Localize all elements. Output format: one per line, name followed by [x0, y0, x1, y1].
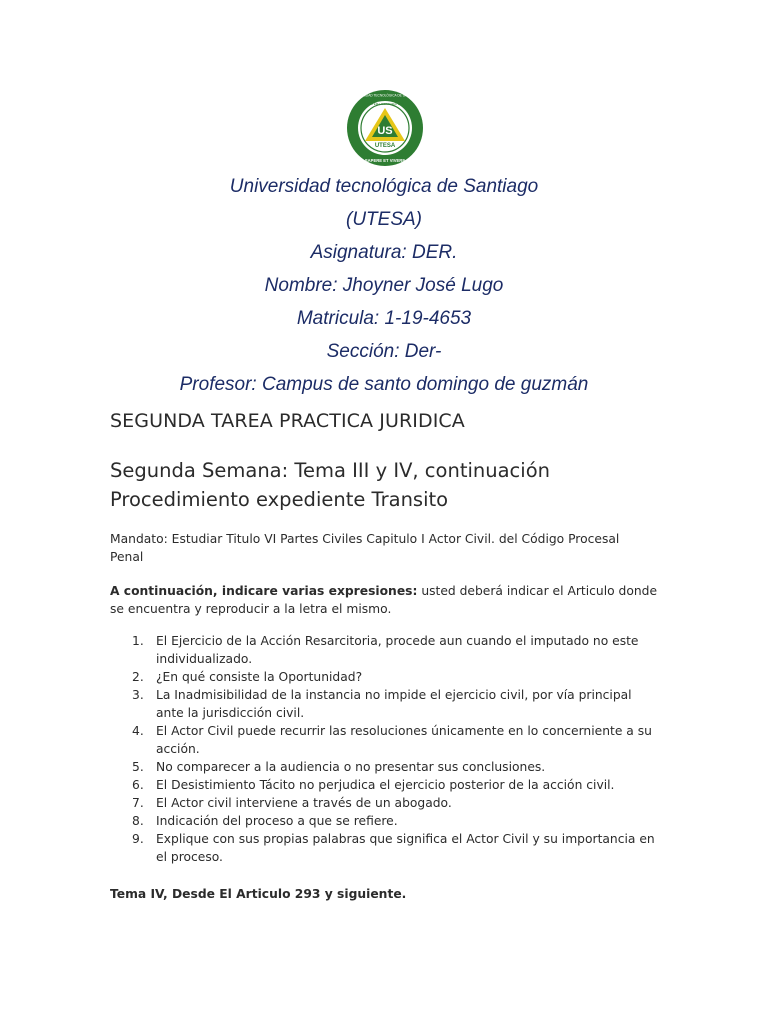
- section-line: Sección: Der-: [326, 341, 442, 362]
- list-item-number: 9.: [132, 832, 144, 846]
- university-name: Universidad tecnológica de Santiago: [229, 176, 539, 197]
- list-item: [110, 686, 670, 722]
- professor-line: Profesor: Campus de santo domingo de guzmán: [179, 374, 589, 395]
- list-item-line: No comparecer a la audiencia o no presentar sus conclusiones.: [156, 760, 546, 774]
- list-item-text: [156, 812, 670, 830]
- list-item-text: [156, 686, 670, 722]
- list-item-line: Indicación del proceso a que se refiere.: [156, 814, 398, 828]
- list-item-number: 7.: [132, 796, 144, 810]
- instructions-line-1: [110, 582, 670, 600]
- cover-header: [0, 170, 768, 401]
- list-item: [110, 668, 670, 686]
- list-item-text: [156, 758, 670, 776]
- list-item-number: 8.: [132, 814, 144, 828]
- assignment-title: SEGUNDA TAREA PRACTICA JURIDICA: [110, 410, 465, 432]
- list-item-number: 3.: [132, 688, 144, 702]
- list-item: [110, 812, 670, 830]
- list-item: [110, 794, 670, 812]
- list-item-number: 1.: [132, 634, 144, 648]
- list-item-line: El Desistimiento Tácito no perjudica el ejercicio posterior de la acción civil.: [156, 778, 615, 792]
- instructions-bold-lead: A continuación, indicare varias expresiones:: [110, 584, 418, 598]
- logo-ring-top: UNIVERSIDAD TECNOLÓGICA DE SANTIAGO: [350, 93, 420, 98]
- list-item: [110, 830, 670, 866]
- list-item: [110, 632, 670, 668]
- list-item-line: ante la jurisdicción civil.: [156, 706, 305, 720]
- list-item-text: [156, 830, 670, 866]
- university-acronym: (UTESA): [346, 209, 422, 230]
- list-item-number: 4.: [132, 724, 144, 738]
- logo-ring-inner: SISTEMA CORPORATIVO: [367, 102, 403, 106]
- week-heading: [110, 456, 710, 514]
- list-item-line: El Ejercicio de la Acción Resarcitoria, procede aun cuando el imputado no este: [156, 634, 639, 648]
- list-item: [110, 758, 670, 776]
- list-item: [110, 722, 670, 758]
- mandate-line-1: Mandato: Estudiar Titulo VI Partes Civiles Capitulo I Actor Civil. del Código Procesal: [110, 532, 620, 546]
- student-name-line: Nombre: Jhoyner José Lugo: [264, 275, 504, 296]
- mandate-line-2: Penal: [110, 550, 144, 564]
- logo-motto: SAPERE ET VIVERE: [364, 158, 406, 163]
- topic-note: Tema IV, Desde El Articulo 293 y siguiente.: [110, 887, 407, 901]
- list-item: [110, 776, 670, 794]
- list-item-number: 6.: [132, 778, 144, 792]
- list-item-line: El Actor civil interviene a través de un abogado.: [156, 796, 452, 810]
- mandate-paragraph: [110, 530, 670, 566]
- list-item-line: el proceso.: [156, 850, 223, 864]
- instructions-line-1-rest: usted deberá indicar el Articulo donde: [417, 584, 658, 598]
- list-item-text: [156, 794, 670, 812]
- logo-monogram: US: [377, 125, 393, 137]
- list-item-line: acción.: [156, 742, 200, 756]
- list-item-line: Explique con sus propias palabras que significa el Actor Civil y su importancia en: [156, 832, 655, 846]
- list-item-text: [156, 776, 670, 794]
- list-item-text: [156, 722, 670, 758]
- list-item-line: ¿En qué consiste la Oportunidad?: [156, 670, 363, 684]
- list-item-number: 2.: [132, 670, 144, 684]
- logo-name: UTESA: [374, 143, 396, 149]
- questions-list: [110, 632, 670, 866]
- list-item-line: El Actor Civil puede recurrir las resoluciones únicamente en lo concerniente a su: [156, 724, 652, 738]
- instructions-paragraph: [110, 582, 670, 618]
- instructions-line-2: se encuentra y reproducir a la letra el mismo.: [110, 602, 392, 616]
- enrollment-line: Matricula: 1-19-4653: [296, 308, 472, 329]
- list-item-line: La Inadmisibilidad de la instancia no impide el ejercicio civil, por vía principal: [156, 688, 632, 702]
- list-item-number: 5.: [132, 760, 144, 774]
- list-item-line: individualizado.: [156, 652, 253, 666]
- list-item-text: [156, 632, 670, 668]
- list-item-text: [156, 668, 670, 686]
- week-heading-line-1: Segunda Semana: Tema III y IV, continuación: [110, 459, 550, 482]
- utesa-logo: [337, 89, 433, 167]
- subject-line: Asignatura: DER.: [310, 242, 458, 263]
- week-heading-line-2: Procedimiento expediente Transito: [110, 488, 449, 511]
